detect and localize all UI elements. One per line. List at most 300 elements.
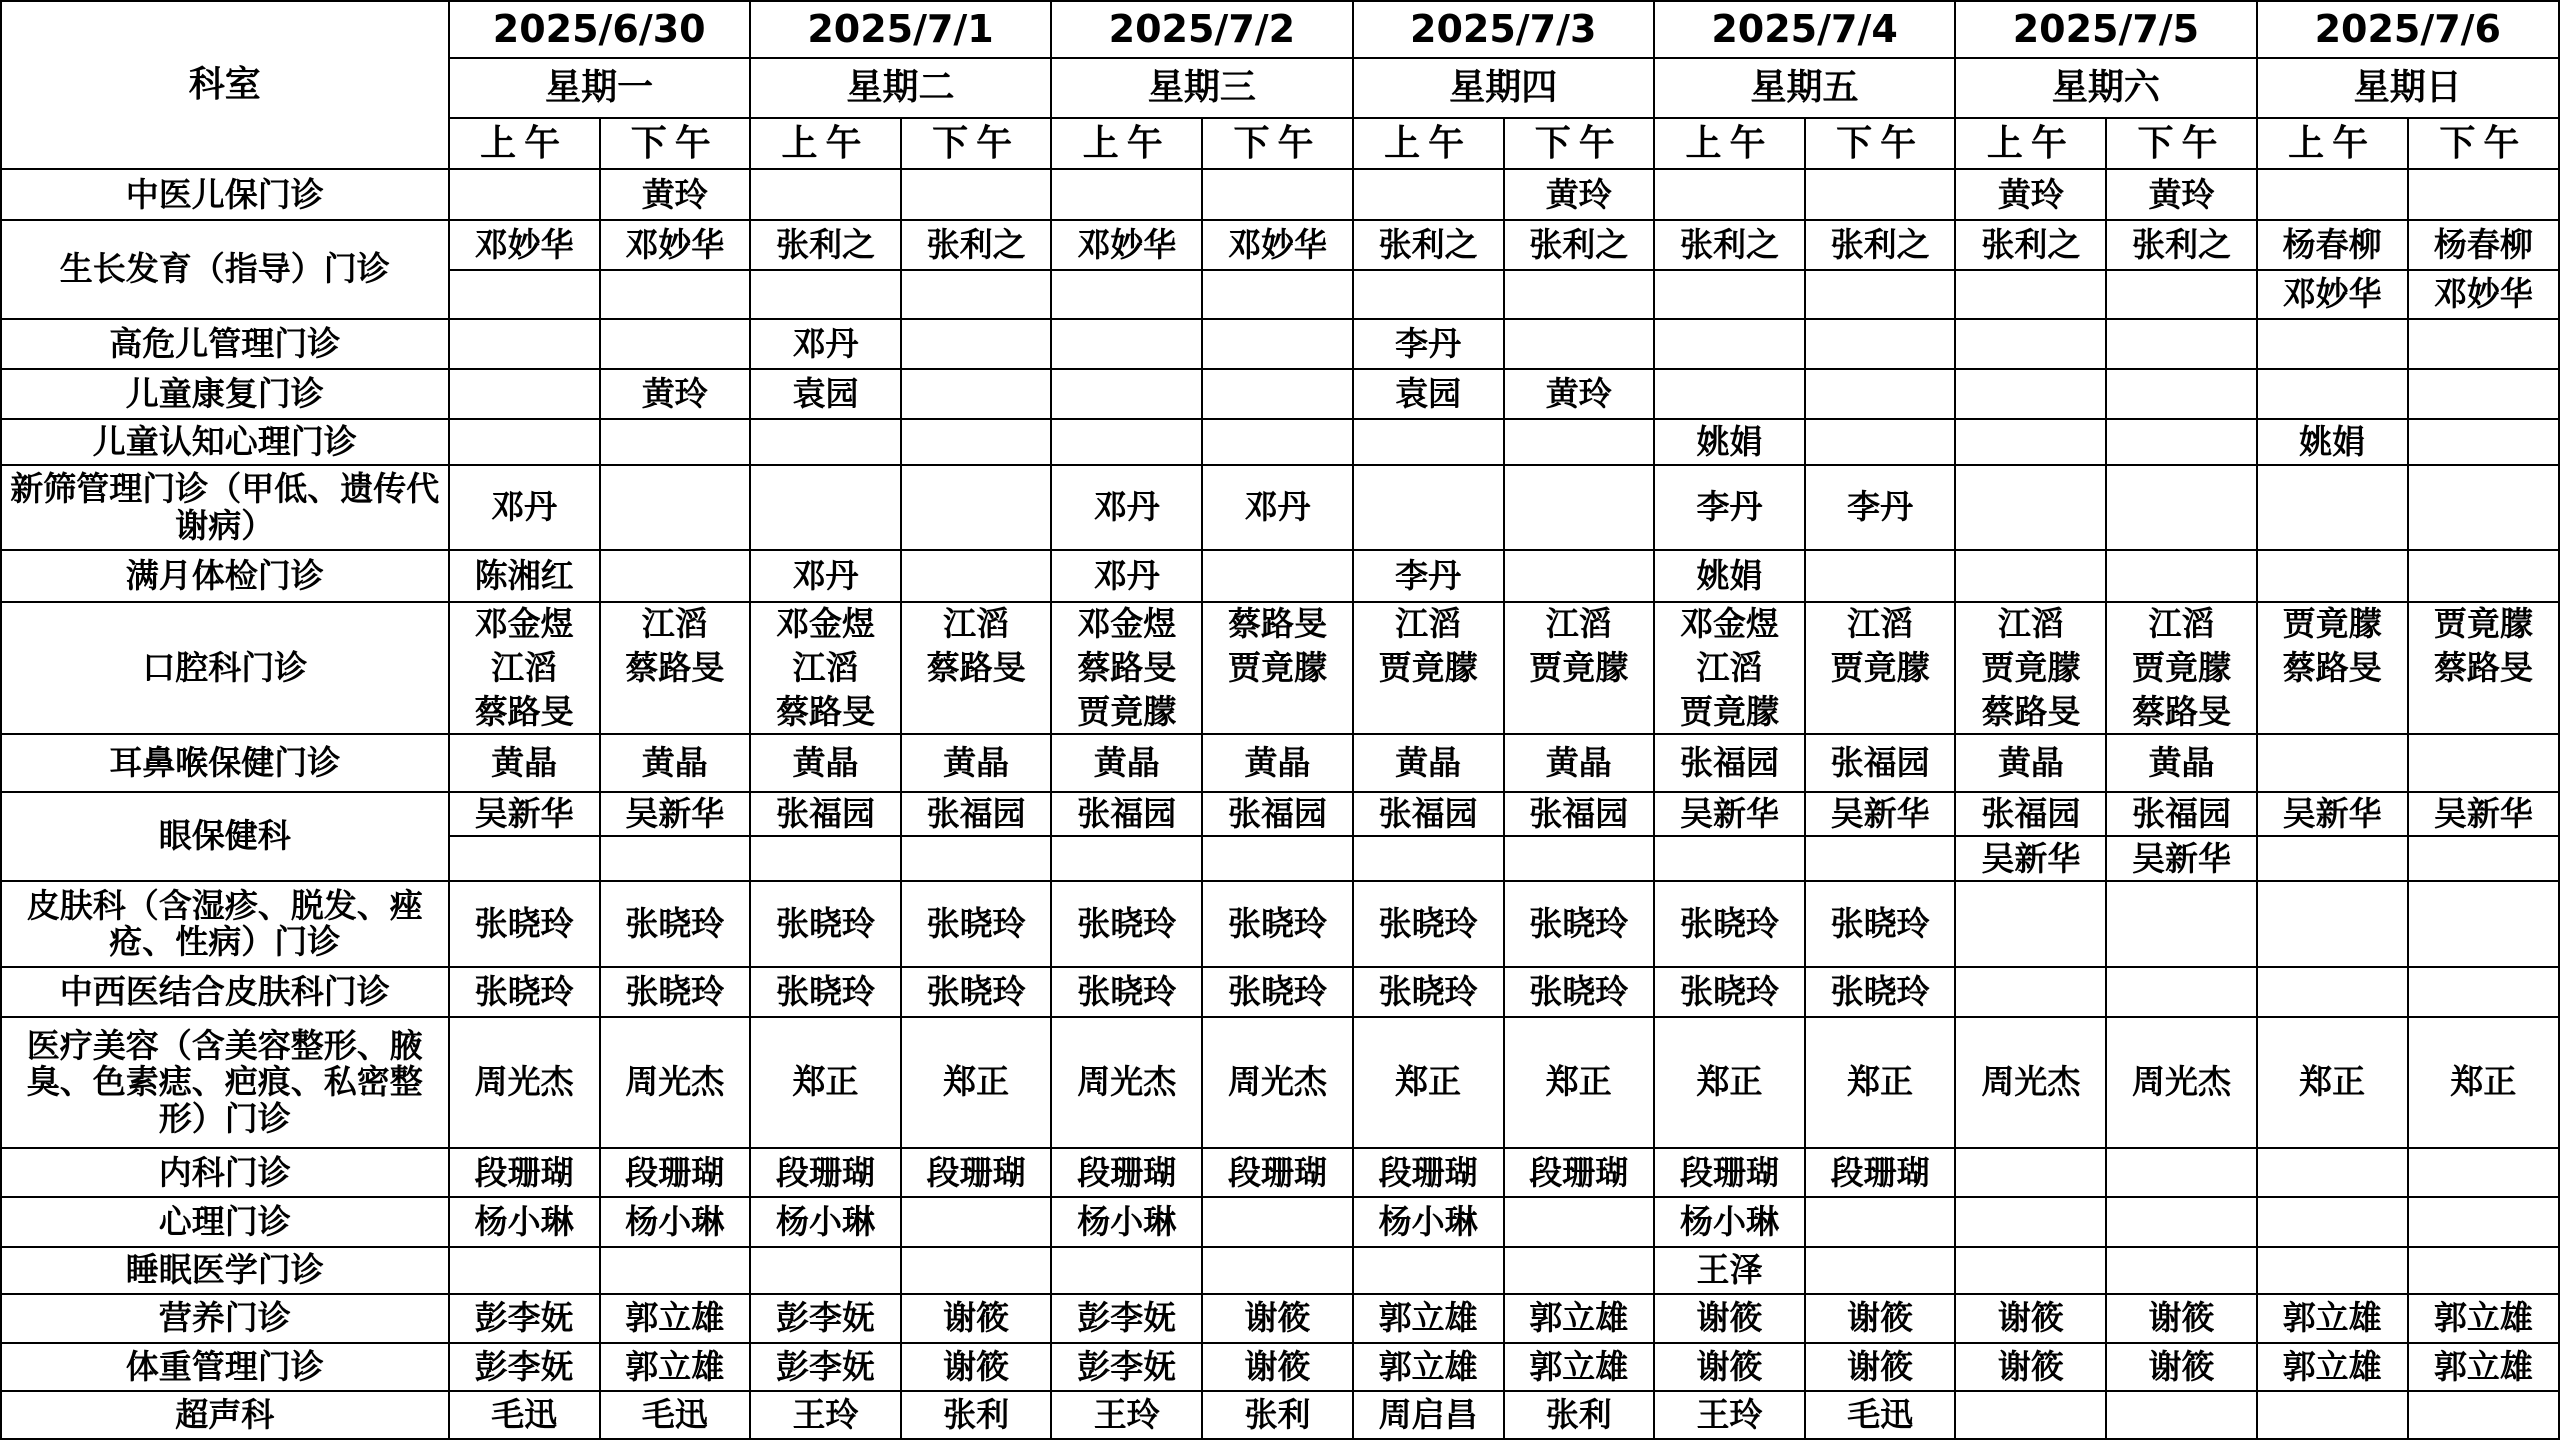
- doctor-cell: [2408, 1148, 2559, 1197]
- am-header: 上午: [1353, 118, 1504, 169]
- schedule-row: [1, 1391, 2559, 1439]
- doctor-cell: 周光杰: [449, 1017, 600, 1148]
- department-name: 耳鼻喉保健门诊: [1, 734, 449, 791]
- doctor-cell: [1051, 169, 1202, 220]
- doctor-cell: 黄玲: [600, 169, 750, 220]
- doctor-cell: 杨小琳: [600, 1197, 750, 1246]
- doctor-cell: 彭李妩: [449, 1294, 600, 1343]
- doctor-cell: [2257, 369, 2408, 418]
- doctor-cell: 张利之: [1805, 220, 1955, 269]
- doctor-cell: 谢筱: [2106, 1294, 2256, 1343]
- doctor-cell: 段珊瑚: [901, 1148, 1051, 1197]
- doctor-cell: [1051, 270, 1202, 319]
- doctor-cell: [1051, 369, 1202, 418]
- doctor-cell: 郭立雄: [600, 1343, 750, 1391]
- doctor-cell: 郑正: [1353, 1017, 1504, 1148]
- doctor-cell: 吴新华: [600, 792, 750, 836]
- doctor-cell: [1955, 967, 2106, 1017]
- department-name: 中医儿保门诊: [1, 169, 449, 220]
- doctor-cell: [1654, 836, 1805, 881]
- schedule-row: [1, 169, 2559, 220]
- date-header: 2025/7/6: [2257, 1, 2559, 58]
- doctor-cell: [2257, 836, 2408, 881]
- department-name: 眼保健科: [1, 792, 449, 882]
- doctor-cell: [1955, 550, 2106, 601]
- doctor-cell: 段珊瑚: [750, 1148, 901, 1197]
- department-name: 生长发育（指导）门诊: [1, 220, 449, 319]
- doctor-cell: 王玲: [750, 1391, 901, 1439]
- doctor-cell: 彭李妩: [449, 1343, 600, 1391]
- doctor-cell: [1955, 1148, 2106, 1197]
- doctor-cell: [901, 319, 1051, 369]
- department-name: 睡眠医学门诊: [1, 1247, 449, 1294]
- doctor-cell: 张利之: [1955, 220, 2106, 269]
- doctor-cell: 贾竟朦: [1805, 646, 1955, 690]
- doctor-cell: 周光杰: [1202, 1017, 1352, 1148]
- doctor-cell: 王泽: [1654, 1247, 1805, 1294]
- doctor-cell: 周光杰: [2106, 1017, 2256, 1148]
- doctor-cell: 王玲: [1051, 1391, 1202, 1439]
- doctor-cell: 蔡路旻: [1051, 646, 1202, 690]
- doctor-cell: [750, 1247, 901, 1294]
- doctor-cell: 杨小琳: [750, 1197, 901, 1246]
- doctor-cell: 郭立雄: [600, 1294, 750, 1343]
- doctor-cell: [2257, 881, 2408, 967]
- doctor-cell: 杨小琳: [1654, 1197, 1805, 1246]
- doctor-cell: [750, 836, 901, 881]
- doctor-cell: 蔡路旻: [1202, 602, 1352, 646]
- date-header: 2025/7/2: [1051, 1, 1352, 58]
- doctor-cell: [901, 465, 1051, 551]
- doctor-cell: 江滔: [1353, 602, 1504, 646]
- doctor-cell: [1955, 419, 2106, 465]
- doctor-cell: 邓丹: [1202, 465, 1352, 551]
- doctor-cell: [1202, 1247, 1352, 1294]
- doctor-cell: 袁园: [750, 369, 901, 418]
- doctor-cell: 段珊瑚: [1051, 1148, 1202, 1197]
- doctor-cell: [600, 690, 750, 734]
- doctor-cell: [449, 319, 600, 369]
- doctor-cell: 蔡路旻: [449, 690, 600, 734]
- doctor-cell: [901, 419, 1051, 465]
- doctor-cell: 黄玲: [1955, 169, 2106, 220]
- pm-header: 下午: [2408, 118, 2559, 169]
- doctor-cell: 谢筱: [1202, 1343, 1352, 1391]
- am-header: 上午: [1051, 118, 1202, 169]
- doctor-cell: [901, 369, 1051, 418]
- doctor-cell: 贾竟朦: [1051, 690, 1202, 734]
- pm-header: 下午: [600, 118, 750, 169]
- doctor-cell: 黄玲: [1504, 169, 1654, 220]
- doctor-cell: 蔡路旻: [2106, 690, 2256, 734]
- doctor-cell: 邓金煜: [750, 602, 901, 646]
- department-name: 满月体检门诊: [1, 550, 449, 601]
- doctor-cell: 黄晶: [1504, 734, 1654, 791]
- doctor-cell: 张晓玲: [750, 967, 901, 1017]
- schedule-row: [1, 1197, 2559, 1246]
- schedule-row: [1, 967, 2559, 1017]
- date-header: 2025/6/30: [449, 1, 750, 58]
- doctor-cell: [2408, 369, 2559, 418]
- department-name: 体重管理门诊: [1, 1343, 449, 1391]
- doctor-cell: [1202, 319, 1352, 369]
- doctor-cell: [1805, 690, 1955, 734]
- doctor-cell: [1955, 270, 2106, 319]
- schedule-row: [1, 1017, 2559, 1148]
- doctor-cell: 张晓玲: [1353, 967, 1504, 1017]
- doctor-cell: [2106, 270, 2256, 319]
- doctor-cell: [1504, 836, 1654, 881]
- doctor-cell: 黄晶: [449, 734, 600, 791]
- doctor-cell: [600, 319, 750, 369]
- doctor-cell: 郭立雄: [2257, 1343, 2408, 1391]
- doctor-cell: 张利: [1202, 1391, 1352, 1439]
- doctor-cell: 黄晶: [1955, 734, 2106, 791]
- doctor-cell: [2408, 319, 2559, 369]
- doctor-cell: 张利之: [750, 220, 901, 269]
- doctor-cell: 邓丹: [449, 465, 600, 551]
- department-name: 皮肤科（含湿疹、脱发、痤疮、性病）门诊: [1, 881, 449, 967]
- doctor-cell: 吴新华: [2106, 836, 2256, 881]
- schedule-row: [1, 550, 2559, 601]
- doctor-cell: [1202, 836, 1352, 881]
- doctor-cell: 郑正: [750, 1017, 901, 1148]
- doctor-cell: [750, 465, 901, 551]
- doctor-cell: 姚娟: [1654, 550, 1805, 601]
- doctor-cell: 张晓玲: [1654, 881, 1805, 967]
- doctor-cell: 张福园: [750, 792, 901, 836]
- doctor-cell: [1353, 836, 1504, 881]
- doctor-cell: [1504, 1197, 1654, 1246]
- schedule-row: [1, 881, 2559, 967]
- doctor-cell: 蔡路旻: [2257, 646, 2408, 690]
- dept-header: 科室: [1, 1, 449, 169]
- doctor-cell: [2408, 881, 2559, 967]
- doctor-cell: 江滔: [1654, 646, 1805, 690]
- doctor-cell: [1202, 169, 1352, 220]
- doctor-cell: [1955, 1247, 2106, 1294]
- doctor-cell: 张利之: [901, 220, 1051, 269]
- doctor-cell: 贾竟朦: [2106, 646, 2256, 690]
- doctor-cell: 彭李妩: [1051, 1294, 1202, 1343]
- doctor-cell: 毛迅: [449, 1391, 600, 1439]
- pm-header: 下午: [2106, 118, 2256, 169]
- doctor-cell: [1805, 1197, 1955, 1246]
- doctor-cell: 邓丹: [1051, 465, 1202, 551]
- am-header: 上午: [1955, 118, 2106, 169]
- doctor-cell: 张晓玲: [1805, 967, 1955, 1017]
- doctor-cell: 郑正: [1654, 1017, 1805, 1148]
- doctor-cell: 张晓玲: [1051, 881, 1202, 967]
- doctor-cell: [600, 419, 750, 465]
- date-header: 2025/7/1: [750, 1, 1051, 58]
- doctor-cell: 姚娟: [2257, 419, 2408, 465]
- doctor-cell: 贾竟朦: [1353, 646, 1504, 690]
- doctor-cell: 彭李妩: [1051, 1343, 1202, 1391]
- doctor-cell: 黄晶: [1353, 734, 1504, 791]
- doctor-cell: 邓金煜: [1051, 602, 1202, 646]
- doctor-cell: [2106, 967, 2256, 1017]
- doctor-cell: 谢筱: [2106, 1343, 2256, 1391]
- doctor-cell: [449, 270, 600, 319]
- doctor-cell: [1654, 270, 1805, 319]
- doctor-cell: 黄晶: [901, 734, 1051, 791]
- doctor-cell: [600, 1247, 750, 1294]
- doctor-cell: [2257, 319, 2408, 369]
- doctor-cell: 邓妙华: [1202, 220, 1352, 269]
- doctor-cell: [1504, 1247, 1654, 1294]
- doctor-cell: 郭立雄: [2257, 1294, 2408, 1343]
- doctor-cell: [901, 270, 1051, 319]
- department-name: 高危儿管理门诊: [1, 319, 449, 369]
- doctor-cell: [2106, 1247, 2256, 1294]
- doctor-cell: 谢筱: [1955, 1343, 2106, 1391]
- doctor-cell: 郭立雄: [1353, 1294, 1504, 1343]
- doctor-cell: 吴新华: [2257, 792, 2408, 836]
- am-header: 上午: [750, 118, 901, 169]
- doctor-cell: [600, 270, 750, 319]
- schedule-row: [1, 1148, 2559, 1197]
- doctor-cell: [901, 690, 1051, 734]
- doctor-cell: 段珊瑚: [1202, 1148, 1352, 1197]
- department-name: 内科门诊: [1, 1148, 449, 1197]
- doctor-cell: 蔡路旻: [2408, 646, 2559, 690]
- doctor-cell: [1353, 169, 1504, 220]
- doctor-cell: [2408, 1197, 2559, 1246]
- department-name: 营养门诊: [1, 1294, 449, 1343]
- doctor-cell: 郑正: [901, 1017, 1051, 1148]
- doctor-cell: 贾竟朦: [2408, 602, 2559, 646]
- doctor-cell: [901, 1197, 1051, 1246]
- doctor-cell: [600, 465, 750, 551]
- doctor-cell: 黄玲: [1504, 369, 1654, 418]
- doctor-cell: 张利之: [1654, 220, 1805, 269]
- doctor-cell: 蔡路旻: [750, 690, 901, 734]
- doctor-cell: 张晓玲: [1051, 967, 1202, 1017]
- doctor-cell: [1504, 465, 1654, 551]
- doctor-cell: 段珊瑚: [1805, 1148, 1955, 1197]
- doctor-cell: 黄晶: [1051, 734, 1202, 791]
- doctor-cell: 谢筱: [1805, 1343, 1955, 1391]
- doctor-cell: 周光杰: [1955, 1017, 2106, 1148]
- doctor-cell: 彭李妩: [750, 1294, 901, 1343]
- doctor-cell: [2257, 465, 2408, 551]
- doctor-cell: 杨小琳: [449, 1197, 600, 1246]
- doctor-cell: [2106, 550, 2256, 601]
- doctor-cell: [1353, 419, 1504, 465]
- doctor-cell: 黄晶: [600, 734, 750, 791]
- schedule-row: [1, 319, 2559, 369]
- doctor-cell: 邓丹: [750, 319, 901, 369]
- doctor-cell: 张福园: [2106, 792, 2256, 836]
- doctor-cell: [2257, 1197, 2408, 1246]
- doctor-cell: 张利之: [2106, 220, 2256, 269]
- doctor-cell: 段珊瑚: [1353, 1148, 1504, 1197]
- doctor-cell: 吴新华: [1955, 836, 2106, 881]
- doctor-cell: [1805, 550, 1955, 601]
- weekday-header: 星期日: [2257, 58, 2559, 117]
- schedule-row: [1, 220, 2559, 269]
- doctor-cell: [1654, 369, 1805, 418]
- doctor-cell: 谢筱: [1805, 1294, 1955, 1343]
- department-name: 中西医结合皮肤科门诊: [1, 967, 449, 1017]
- doctor-cell: 张晓玲: [901, 967, 1051, 1017]
- doctor-cell: 郭立雄: [1353, 1343, 1504, 1391]
- doctor-cell: [2408, 1391, 2559, 1439]
- doctor-cell: [750, 419, 901, 465]
- department-name: 儿童认知心理门诊: [1, 419, 449, 465]
- doctor-cell: 张福园: [1353, 792, 1504, 836]
- doctor-cell: 谢筱: [901, 1294, 1051, 1343]
- doctor-cell: 张福园: [1955, 792, 2106, 836]
- doctor-cell: 邓金煜: [449, 602, 600, 646]
- doctor-cell: 郭立雄: [1504, 1294, 1654, 1343]
- doctor-cell: [2408, 836, 2559, 881]
- am-header: 上午: [1654, 118, 1805, 169]
- doctor-cell: 黄晶: [2106, 734, 2256, 791]
- doctor-cell: [1654, 169, 1805, 220]
- doctor-cell: [2106, 465, 2256, 551]
- doctor-cell: 张福园: [1202, 792, 1352, 836]
- doctor-cell: [2408, 550, 2559, 601]
- doctor-cell: [2106, 1391, 2256, 1439]
- doctor-cell: [1504, 690, 1654, 734]
- doctor-cell: 杨小琳: [1353, 1197, 1504, 1246]
- doctor-cell: 贾竟朦: [1504, 646, 1654, 690]
- doctor-cell: 江滔: [1805, 602, 1955, 646]
- doctor-cell: [2408, 734, 2559, 791]
- doctor-cell: [600, 836, 750, 881]
- doctor-cell: [2106, 1148, 2256, 1197]
- doctor-cell: 张利之: [1353, 220, 1504, 269]
- doctor-cell: [2408, 465, 2559, 551]
- doctor-cell: 郑正: [2408, 1017, 2559, 1148]
- doctor-cell: [901, 836, 1051, 881]
- doctor-cell: 吴新华: [449, 792, 600, 836]
- doctor-cell: 杨春柳: [2257, 220, 2408, 269]
- date-header: 2025/7/3: [1353, 1, 1654, 58]
- weekday-header: 星期五: [1654, 58, 1955, 117]
- doctor-cell: 蔡路旻: [901, 646, 1051, 690]
- doctor-cell: [1353, 465, 1504, 551]
- doctor-cell: 郑正: [2257, 1017, 2408, 1148]
- doctor-cell: 江滔: [1504, 602, 1654, 646]
- doctor-cell: [1504, 270, 1654, 319]
- doctor-cell: 黄玲: [600, 369, 750, 418]
- doctor-cell: [1353, 1247, 1504, 1294]
- doctor-cell: [2257, 169, 2408, 220]
- doctor-cell: [1955, 319, 2106, 369]
- pm-header: 下午: [1202, 118, 1352, 169]
- doctor-cell: [2106, 319, 2256, 369]
- doctor-cell: [901, 169, 1051, 220]
- doctor-cell: [449, 1247, 600, 1294]
- doctor-cell: 张晓玲: [1805, 881, 1955, 967]
- doctor-cell: 李丹: [1654, 465, 1805, 551]
- doctor-cell: 邓丹: [750, 550, 901, 601]
- doctor-cell: [1955, 881, 2106, 967]
- doctor-cell: [2106, 419, 2256, 465]
- doctor-cell: [600, 550, 750, 601]
- doctor-cell: [1202, 690, 1352, 734]
- doctor-cell: 谢筱: [1654, 1294, 1805, 1343]
- doctor-cell: 江滔: [1955, 602, 2106, 646]
- department-name: 医疗美容（含美容整形、腋臭、色素痣、疤痕、私密整形）门诊: [1, 1017, 449, 1148]
- doctor-cell: [2106, 1197, 2256, 1246]
- doctor-cell: 谢筱: [901, 1343, 1051, 1391]
- doctor-cell: [2257, 1247, 2408, 1294]
- doctor-cell: [901, 550, 1051, 601]
- doctor-cell: [1504, 419, 1654, 465]
- doctor-cell: [1051, 836, 1202, 881]
- doctor-cell: [1353, 690, 1504, 734]
- doctor-cell: 张晓玲: [600, 881, 750, 967]
- doctor-cell: [449, 419, 600, 465]
- doctor-cell: 邓金煜: [1654, 602, 1805, 646]
- doctor-cell: [1805, 369, 1955, 418]
- doctor-cell: 郭立雄: [1504, 1343, 1654, 1391]
- schedule-row: [1, 465, 2559, 551]
- doctor-cell: 江滔: [449, 646, 600, 690]
- doctor-cell: 陈湘红: [449, 550, 600, 601]
- header-row-dates: [1, 1, 2559, 58]
- doctor-cell: [2408, 690, 2559, 734]
- doctor-cell: [1202, 550, 1352, 601]
- doctor-cell: [1654, 319, 1805, 369]
- doctor-cell: [2408, 1247, 2559, 1294]
- doctor-cell: 周光杰: [600, 1017, 750, 1148]
- department-name: 口腔科门诊: [1, 602, 449, 735]
- pm-header: 下午: [901, 118, 1051, 169]
- doctor-cell: 王玲: [1654, 1391, 1805, 1439]
- doctor-cell: 蔡路旻: [1955, 690, 2106, 734]
- schedule-row: [1, 734, 2559, 791]
- doctor-cell: 张晓玲: [750, 881, 901, 967]
- schedule-row: [1, 792, 2559, 836]
- doctor-cell: 张晓玲: [1353, 881, 1504, 967]
- doctor-cell: [901, 1247, 1051, 1294]
- doctor-cell: [1805, 319, 1955, 369]
- schedule-row: [1, 419, 2559, 465]
- doctor-cell: 张利: [1504, 1391, 1654, 1439]
- doctor-cell: 杨小琳: [1051, 1197, 1202, 1246]
- doctor-cell: 周光杰: [1051, 1017, 1202, 1148]
- doctor-cell: [1051, 419, 1202, 465]
- doctor-cell: [1805, 419, 1955, 465]
- department-name: 超声科: [1, 1391, 449, 1439]
- schedule-row: [1, 1294, 2559, 1343]
- doctor-cell: [1805, 836, 1955, 881]
- date-header: 2025/7/5: [1955, 1, 2256, 58]
- doctor-cell: 彭李妩: [750, 1343, 901, 1391]
- doctor-cell: 段珊瑚: [1504, 1148, 1654, 1197]
- doctor-cell: 李丹: [1353, 550, 1504, 601]
- doctor-cell: 吴新华: [1805, 792, 1955, 836]
- doctor-cell: [1805, 1247, 1955, 1294]
- weekday-header: 星期四: [1353, 58, 1654, 117]
- doctor-cell: 江滔: [2106, 602, 2256, 646]
- doctor-cell: [1955, 465, 2106, 551]
- weekday-header: 星期三: [1051, 58, 1352, 117]
- schedule-row: [1, 369, 2559, 418]
- doctor-cell: 邓妙华: [2408, 270, 2559, 319]
- doctor-cell: 张福园: [1051, 792, 1202, 836]
- am-header: 上午: [2257, 118, 2408, 169]
- doctor-cell: [1955, 369, 2106, 418]
- doctor-cell: 江滔: [901, 602, 1051, 646]
- doctor-cell: 张晓玲: [1504, 881, 1654, 967]
- doctor-cell: 毛迅: [1805, 1391, 1955, 1439]
